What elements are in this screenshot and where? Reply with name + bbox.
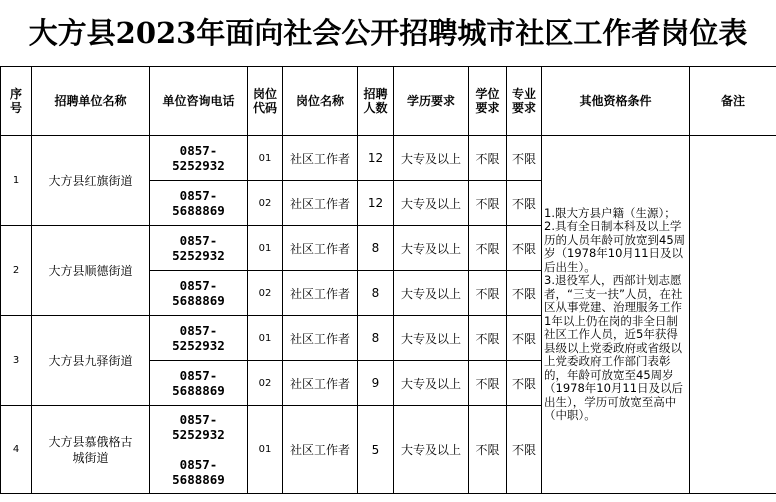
cell-edu: 大专及以上 <box>394 361 469 406</box>
cell-unit: 大方县顺德街道 <box>32 226 150 316</box>
cell-phone: 0857- 5688869 <box>150 361 248 406</box>
cell-post: 社区工作者 <box>283 406 358 494</box>
cell-degree: 不限 <box>469 316 507 361</box>
header-post: 岗位名称 <box>283 67 358 136</box>
cell-degree: 不限 <box>469 226 507 271</box>
cell-degree: 不限 <box>469 361 507 406</box>
cell-post: 社区工作者 <box>283 181 358 226</box>
cell-other-conditions: 1.限大方县户籍（生源）； 2.具有全日制本科及以上学历的人员年龄可放宽到45周岁（1978年10月11日及以后出生）。 3.退役军人，西部计划志愿者，“三支一扶”人员，在社区从事党建、治理服务工作1年以上仍在岗的非全日制社区工作人员，近5年获得县级以上党委政府或省级以上党委政府工作部门表彰的，年龄可放宽至45周岁（1978年10月11日及以后出生），学历可放宽至高中（中职）。 <box>542 136 690 494</box>
header-edu: 学历要求 <box>394 67 469 136</box>
cell-phone: 0857- 5688869 <box>150 181 248 226</box>
header-row <box>1 67 776 136</box>
cell-post: 社区工作者 <box>283 226 358 271</box>
cell-code: 02 <box>248 181 283 226</box>
cell-major: 不限 <box>507 181 542 226</box>
header-count: 招聘人数 <box>358 67 394 136</box>
job-table <box>0 66 776 494</box>
cell-edu: 大专及以上 <box>394 406 469 494</box>
cell-seq: 2 <box>1 226 32 316</box>
cell-post: 社区工作者 <box>283 361 358 406</box>
cell-seq: 4 <box>1 406 32 494</box>
cell-major: 不限 <box>507 226 542 271</box>
cell-major: 不限 <box>507 316 542 361</box>
cell-degree: 不限 <box>469 271 507 316</box>
cell-code: 02 <box>248 361 283 406</box>
cell-seq: 3 <box>1 316 32 406</box>
cell-edu: 大专及以上 <box>394 271 469 316</box>
header-unit: 招聘单位名称 <box>32 67 150 136</box>
cell-code: 01 <box>248 226 283 271</box>
header-degree: 学位要求 <box>469 67 507 136</box>
cell-count: 8 <box>358 271 394 316</box>
cell-major: 不限 <box>507 136 542 181</box>
cell-phone: 0857- 5252932 <box>150 136 248 181</box>
cell-phone: 0857- 5252932 0857- 5688869 <box>150 406 248 494</box>
header-phone: 单位咨询电话 <box>150 67 248 136</box>
cell-unit: 大方县九驿街道 <box>32 316 150 406</box>
header-remark: 备注 <box>690 67 776 136</box>
cell-major: 不限 <box>507 271 542 316</box>
cell-major: 不限 <box>507 406 542 494</box>
table-row <box>1 136 776 181</box>
cell-phone: 0857- 5252932 <box>150 316 248 361</box>
header-other: 其他资格条件 <box>542 67 690 136</box>
cell-remark <box>690 136 776 494</box>
cell-unit: 大方县红旗街道 <box>32 136 150 226</box>
cell-post: 社区工作者 <box>283 136 358 181</box>
cell-degree: 不限 <box>469 136 507 181</box>
page-title: 大方县2023年面向社会公开招聘城市社区工作者岗位表 <box>28 16 748 50</box>
cell-count: 12 <box>358 136 394 181</box>
header-major: 专业要求 <box>507 67 542 136</box>
cell-code: 02 <box>248 271 283 316</box>
cell-edu: 大专及以上 <box>394 316 469 361</box>
cell-phone: 0857- 5688869 <box>150 271 248 316</box>
cell-post: 社区工作者 <box>283 271 358 316</box>
cell-seq: 1 <box>1 136 32 226</box>
cell-unit: 大方县慕俄格古城街道 <box>32 406 150 494</box>
cell-count: 9 <box>358 361 394 406</box>
header-seq: 序号 <box>1 67 32 136</box>
cell-degree: 不限 <box>469 181 507 226</box>
cell-edu: 大专及以上 <box>394 181 469 226</box>
cell-count: 12 <box>358 181 394 226</box>
cell-code: 01 <box>248 316 283 361</box>
cell-edu: 大专及以上 <box>394 136 469 181</box>
cell-edu: 大专及以上 <box>394 226 469 271</box>
cell-phone: 0857- 5252932 <box>150 226 248 271</box>
cell-count: 8 <box>358 316 394 361</box>
cell-degree: 不限 <box>469 406 507 494</box>
cell-major: 不限 <box>507 361 542 406</box>
cell-code: 01 <box>248 406 283 494</box>
cell-post: 社区工作者 <box>283 316 358 361</box>
cell-count: 5 <box>358 406 394 494</box>
cell-count: 8 <box>358 226 394 271</box>
header-code: 岗位代码 <box>248 67 283 136</box>
cell-code: 01 <box>248 136 283 181</box>
